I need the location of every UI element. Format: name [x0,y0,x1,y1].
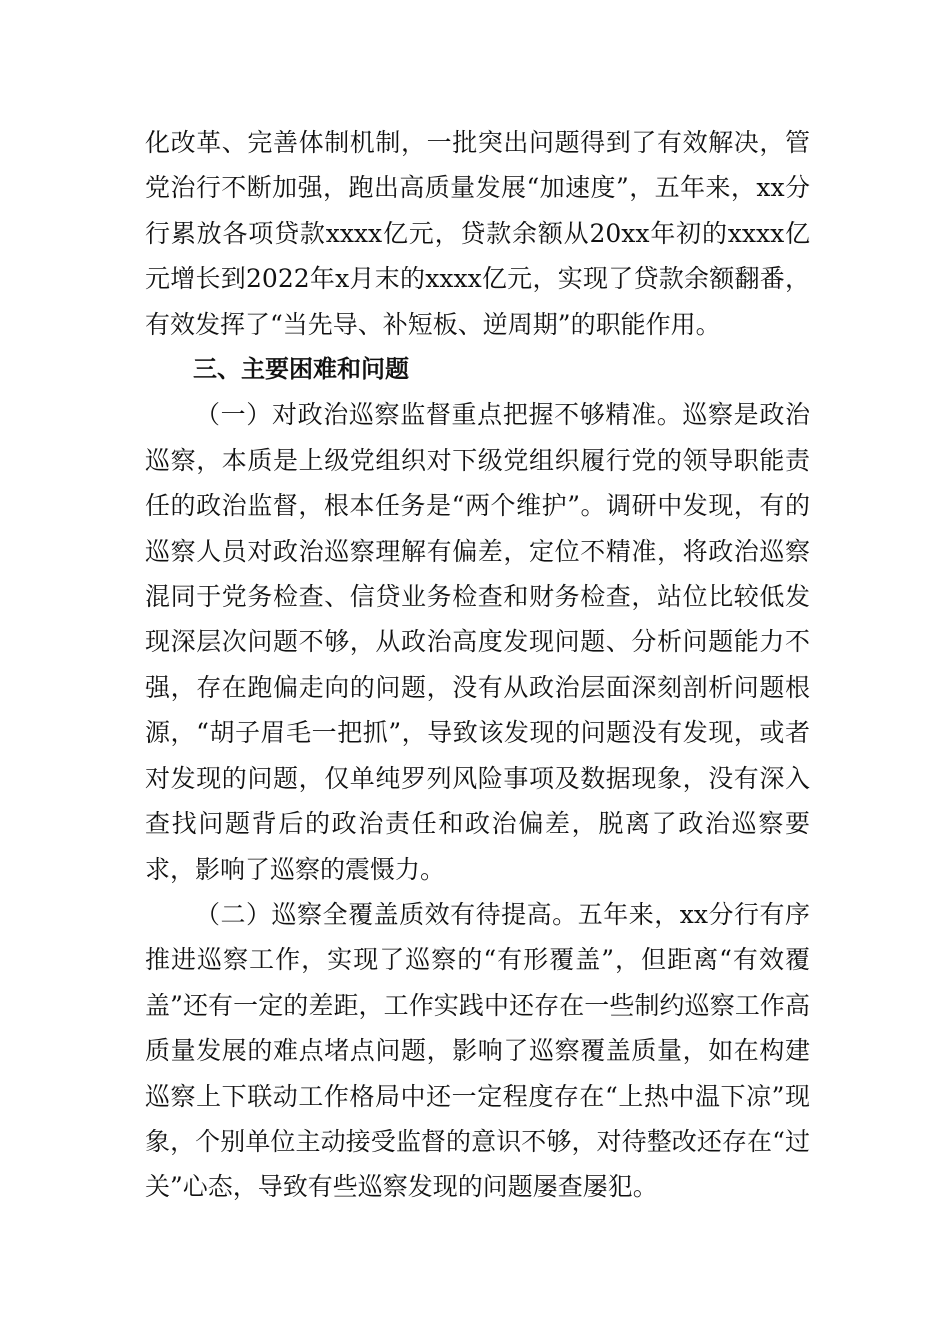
paragraph-difficulty-1: （一）对政治巡察监督重点把握不够精准。巡察是政治巡察，本质是上级党组织对下级党组织履行党的领导职能责任的政治监督，根本任务是“两个维护”。调研中发现，有的巡察人员对政治巡察理解有偏差，定位不精准，将政治巡察混同于党务检查、信贷业务检查和财务检查，站位比较低发现深层次问题不够，从政治高度发现问题、分析问题能力不强，存在跑偏走向的问题，没有从政治层面深刻剖析问题根源，“胡子眉毛一把抓”，导致该发现的问题没有发现，或者对发现的问题，仅单纯罗列风险事项及数据现象，没有深入查找问题背后的政治责任和政治偏差，脱离了政治巡察要求，影响了巡察的震慑力。 [145,400,810,884]
paragraph-continuation: 化改革、完善体制机制，一批突出问题得到了有效解决，管党治行不断加强，跑出高质量发展“加速度”，五年来，xx分行累放各项贷款xxxx亿元，贷款余额从20xx年初的xxxx亿元增长到2022年x月末的xxxx亿元，实现了贷款余额翻番，有效发挥了“当先导、补短板、逆周期”的职能作用。 [145,128,810,339]
section-heading: 三、主要困难和问题 [193,355,409,384]
paragraph-difficulty-2: （二）巡察全覆盖质效有待提高。五年来，xx分行有序推进巡察工作，实现了巡察的“有形覆盖”，但距离“有效覆盖”还有一定的差距，工作实践中还存在一些制约巡察工作高质量发展的难点堵点问题，影响了巡察覆盖质量，如在构建巡察上下联动工作格局中还一定程度存在“上热中温下凉”现象，个别单位主动接受监督的意识不够，对待整改还存在“过关”心态，导致有些巡察发现的问题屡查屡犯。 [145,899,810,1202]
document-body [145,120,810,1210]
